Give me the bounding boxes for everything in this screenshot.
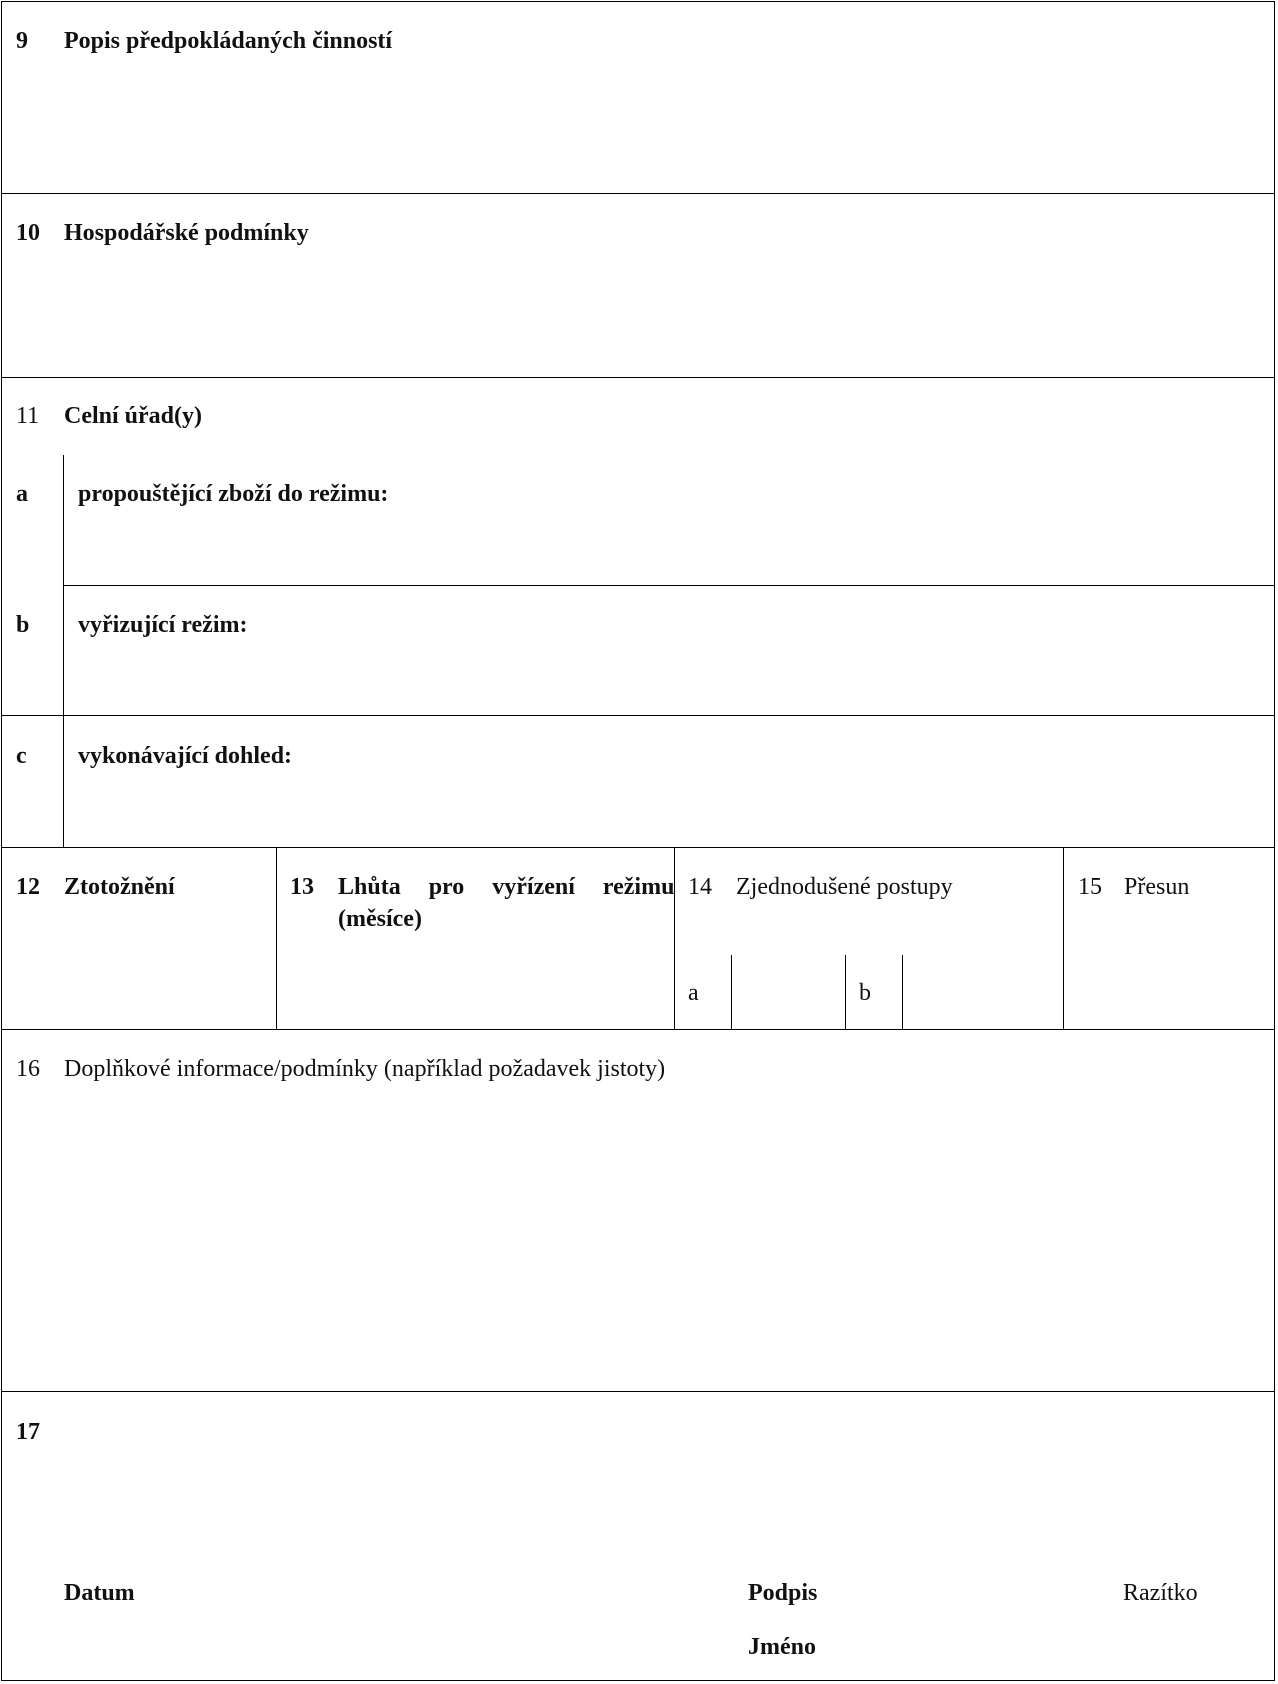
section-number: 16 [16, 1056, 40, 1082]
divider [2, 193, 1274, 194]
section-number: 14 [688, 874, 712, 900]
name-label: Jméno [748, 1634, 816, 1660]
divider [64, 585, 1274, 586]
divider [2, 715, 1274, 716]
section-number: 12 [16, 874, 40, 900]
section-title: Zjednodušené postupy [736, 874, 953, 900]
signature-label: Podpis [748, 1580, 818, 1606]
customs-authorisation-form [1, 1, 1275, 1681]
field-letter-a: a [688, 980, 699, 1006]
section-number: 17 [16, 1419, 40, 1445]
section-title-line-2: (měsíce) [338, 906, 422, 932]
subsection-letter-a: a [16, 481, 28, 507]
field-letter-b: b [859, 980, 871, 1006]
stamp-label: Razítko [1123, 1580, 1198, 1606]
discharge-office-label: vyřizující režim: [78, 612, 248, 638]
section-number: 13 [290, 874, 314, 900]
section-title: Popis předpokládaných činností [64, 28, 393, 54]
divider [2, 847, 1274, 848]
subsection-letter-c: c [16, 743, 27, 769]
field-divider [902, 955, 903, 1029]
section-number: 15 [1078, 874, 1102, 900]
section-title-line-1 [338, 872, 675, 902]
section-title: Celní úřad(y) [64, 403, 202, 429]
subsection-letter-b: b [16, 612, 30, 638]
section-title: Hospodářské podmínky [64, 220, 309, 246]
divider [2, 377, 1274, 378]
section-title: Ztotožnění [64, 874, 175, 900]
divider [2, 1391, 1274, 1392]
section-number: 11 [16, 403, 40, 429]
section-number: 10 [16, 220, 40, 246]
divider [2, 1029, 1274, 1030]
supervising-office-label: vykonávající dohled: [78, 743, 293, 769]
field-divider [731, 955, 732, 1029]
section-title: Doplňkové informace/podmínky (například požadavek jistoty) [64, 1056, 666, 1082]
release-office-label: propouštějící zboží do režimu: [78, 481, 389, 507]
title-text: Lhůta pro vyřízení režimu [338, 874, 675, 900]
subsection-divider [63, 455, 64, 847]
date-label: Datum [64, 1580, 135, 1606]
column-divider [1063, 847, 1064, 1029]
section-number: 9 [16, 28, 28, 54]
column-divider [276, 847, 277, 1029]
section-title: Přesun [1124, 874, 1190, 900]
field-divider [845, 955, 846, 1029]
